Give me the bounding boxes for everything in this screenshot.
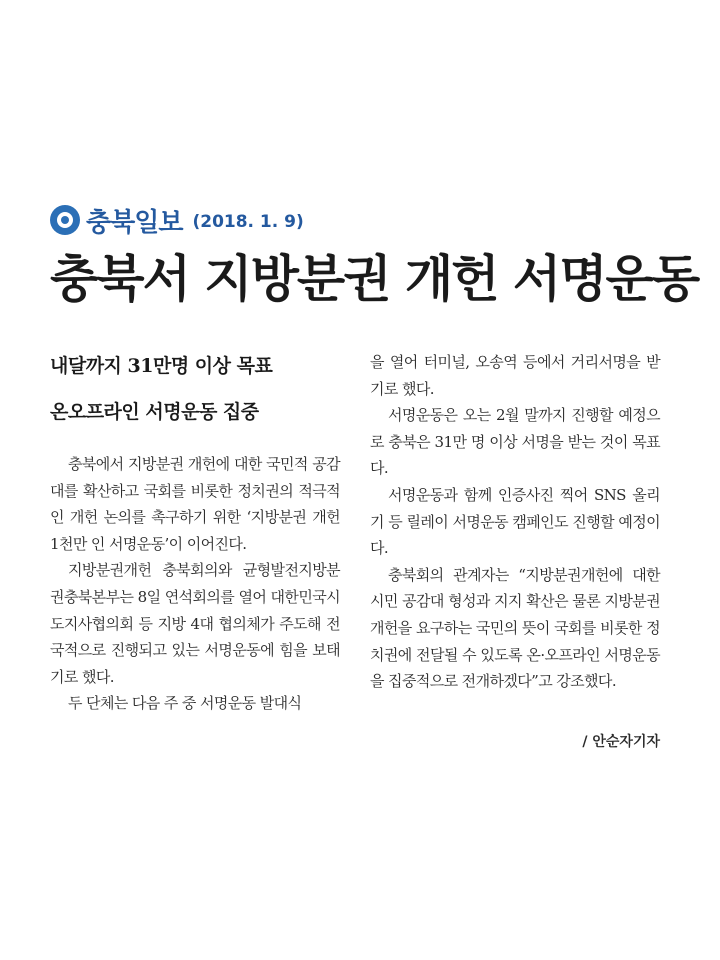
article-column-left: [50, 451, 340, 717]
subheadline-1: 내달까지 31만명 이상 목표: [50, 355, 273, 377]
masthead: [50, 203, 304, 237]
paper-name: 충북일보: [86, 207, 183, 238]
headline: 충북서 지방분권 개헌 서명운동: [50, 250, 699, 308]
subheadline-2: 온오프라인 서명운동 집중: [50, 401, 259, 423]
article-paragraph: 지방분권개헌 충북회의와 균형발전지방분권충북본부는 8일 연석회의를 열어 대한민국시도지사협의회 등 지방 4대 협의체가 주도해 전국적으로 진행되고 있는 서명운동에 힘을 보태기로 했다.: [50, 561, 340, 686]
byline: / 안순자기자: [582, 734, 660, 750]
article-paragraph: 충북에서 지방분권 개헌에 대한 국민적 공감대를 확산하고 국회를 비롯한 정치권의 적극적인 개헌 논의를 촉구하기 위한 ‘지방분권 개헌 1천만 인 서명운동’이 이어진다.: [50, 455, 340, 553]
publication-date: (2018. 1. 9): [192, 212, 304, 232]
article-column-right: [370, 349, 660, 695]
article-paragraph-split-end: 을 열어 터미널, 오송역 등에서 거리서명을 받기로 했다.: [370, 353, 660, 398]
article-paragraph: 서명운동은 오는 2월 말까지 진행할 예정으로 충북은 31만 명 이상 서명을 받는 것이 목표다.: [370, 406, 660, 478]
chungbuk-ilbo-logo-icon: [50, 205, 80, 235]
article-paragraph-split-start: 두 단체는 다음 주 중 서명운동 발대식: [68, 694, 302, 713]
article-paragraph: 충북회의 관계자는 “지방분권개헌에 대한 시민 공감대 형성과 지지 확산은 물론 지방분권 개헌을 요구하는 국민의 뜻이 국회를 비롯한 정치권에 전달될 수 있도록 온·오프라인 서명운동을 집중적으로 전개하겠다”고 강조했다.: [370, 565, 660, 691]
article-paragraph: 서명운동과 함께 인증사진 찍어 SNS 올리기 등 릴레이 서명운동 캠페인도 진행할 예정이다.: [370, 485, 660, 558]
